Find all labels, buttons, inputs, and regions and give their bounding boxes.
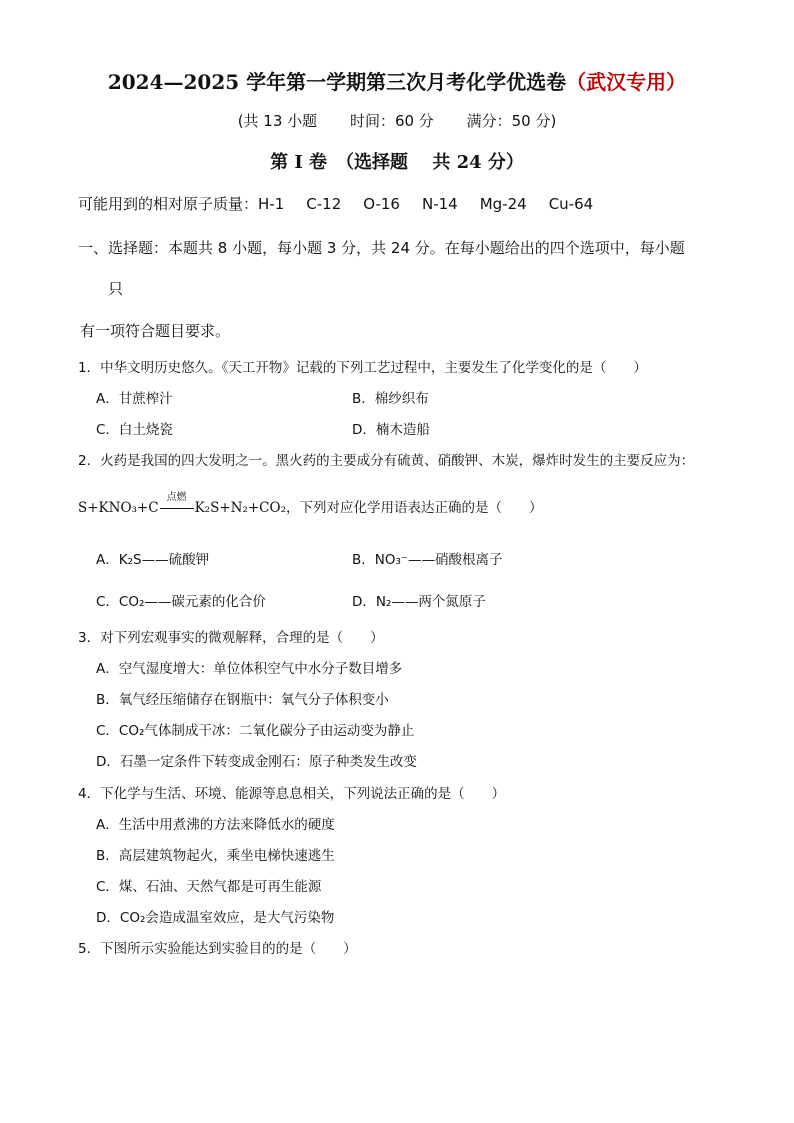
- reaction-arrow: [159, 492, 195, 516]
- option-b[interactable]: B．棉纱织布: [352, 391, 429, 407]
- atomic-masses: [78, 193, 593, 214]
- condition-label: 点燃: [166, 492, 187, 503]
- mass-item: Mg-24: [479, 195, 527, 213]
- question-stem: 5．下图所示实验能达到实验目的的是（ ）: [78, 941, 357, 957]
- option-c[interactable]: C．白土烧瓷: [96, 422, 173, 438]
- option-d[interactable]: D．石墨一定条件下转变成金刚石：原子种类发生改变: [96, 754, 417, 770]
- option-d[interactable]: D．楠木造船: [352, 422, 430, 438]
- question-stem-cont: ，下列对应化学用语表达正确的是（ ）: [285, 500, 543, 516]
- title-open: （: [566, 70, 587, 94]
- masses-label: 可能用到的相对原子质量：: [78, 195, 259, 213]
- section-heading: 第 I 卷 （选择题 共 24 分）: [270, 152, 524, 173]
- option-d[interactable]: D．CO₂会造成温室效应，是大气污染物: [96, 910, 335, 926]
- full-score: 满分：50 分): [466, 112, 557, 130]
- mass-item: O-16: [363, 195, 400, 213]
- instructions-line3: 有一项符合题目要求。: [80, 322, 231, 340]
- exam-title: [0, 66, 794, 95]
- reaction-equation: [78, 492, 543, 516]
- instructions-line1: 一、选择题：本题共 8 小题，每小题 3 分，共 24 分。在每小题给出的四个选项中，每小题: [78, 239, 685, 257]
- option-b[interactable]: B．NO₃⁻——硝酸根离子: [352, 552, 503, 568]
- title-special: 武汉专用: [586, 70, 667, 94]
- option-c[interactable]: C．煤、石油、天然气都是可再生能源: [96, 879, 322, 895]
- option-c[interactable]: C．CO₂气体制成干冰：二氧化碳分子由运动变为静止: [96, 723, 415, 739]
- option-b[interactable]: B．高层建筑物起火，乘坐电梯快速逃生: [96, 848, 335, 864]
- title-close: ）: [666, 70, 687, 94]
- equation-right: K₂S+N₂+CO₂: [194, 500, 286, 516]
- mass-item: H-1: [258, 195, 285, 213]
- question-count: (共 13 小题: [237, 112, 318, 130]
- question-stem: 4．下化学与生活、环境、能源等息息相关，下列说法正确的是（ ）: [78, 786, 506, 802]
- question-stem: 1．中华文明历史悠久。《天工开物》记载的下列工艺过程中，主要发生了化学变化的是（ ）: [78, 360, 647, 376]
- option-a[interactable]: A．K₂S——硫酸钾: [96, 552, 210, 568]
- option-a[interactable]: A．空气湿度增大：单位体积空气中水分子数目增多: [96, 661, 403, 677]
- option-a[interactable]: A．生活中用煮沸的方法来降低水的硬度: [96, 817, 335, 833]
- option-a[interactable]: A．甘蔗榨汁: [96, 391, 173, 407]
- exam-subtitle: [0, 110, 794, 131]
- mass-item: Cu-64: [548, 195, 594, 213]
- option-b[interactable]: B．氧气经压缩储存在钢瓶中：氧气分子体积变小: [96, 692, 389, 708]
- mass-item: N-14: [421, 195, 458, 213]
- instructions-line2: 只: [108, 280, 124, 298]
- question-stem: 3．对下列宏观事实的微观解释，合理的是（ ）: [78, 630, 384, 646]
- option-d[interactable]: D．N₂——两个氮原子: [352, 594, 486, 610]
- exam-time: 时间：60 分: [349, 112, 434, 130]
- title-main: 2024—2025 学年第一学期第三次月考化学优选卷: [107, 70, 567, 94]
- equation-left: S+KNO₃+C: [78, 500, 159, 516]
- question-stem: 2．火药是我国的四大发明之一。黑火药的主要成分有硫黄、硝酸钾、木炭，爆炸时发生的主要反应为：: [78, 453, 695, 469]
- option-c[interactable]: C．CO₂——碳元素的化合价: [96, 594, 266, 610]
- mass-item: C-12: [306, 195, 342, 213]
